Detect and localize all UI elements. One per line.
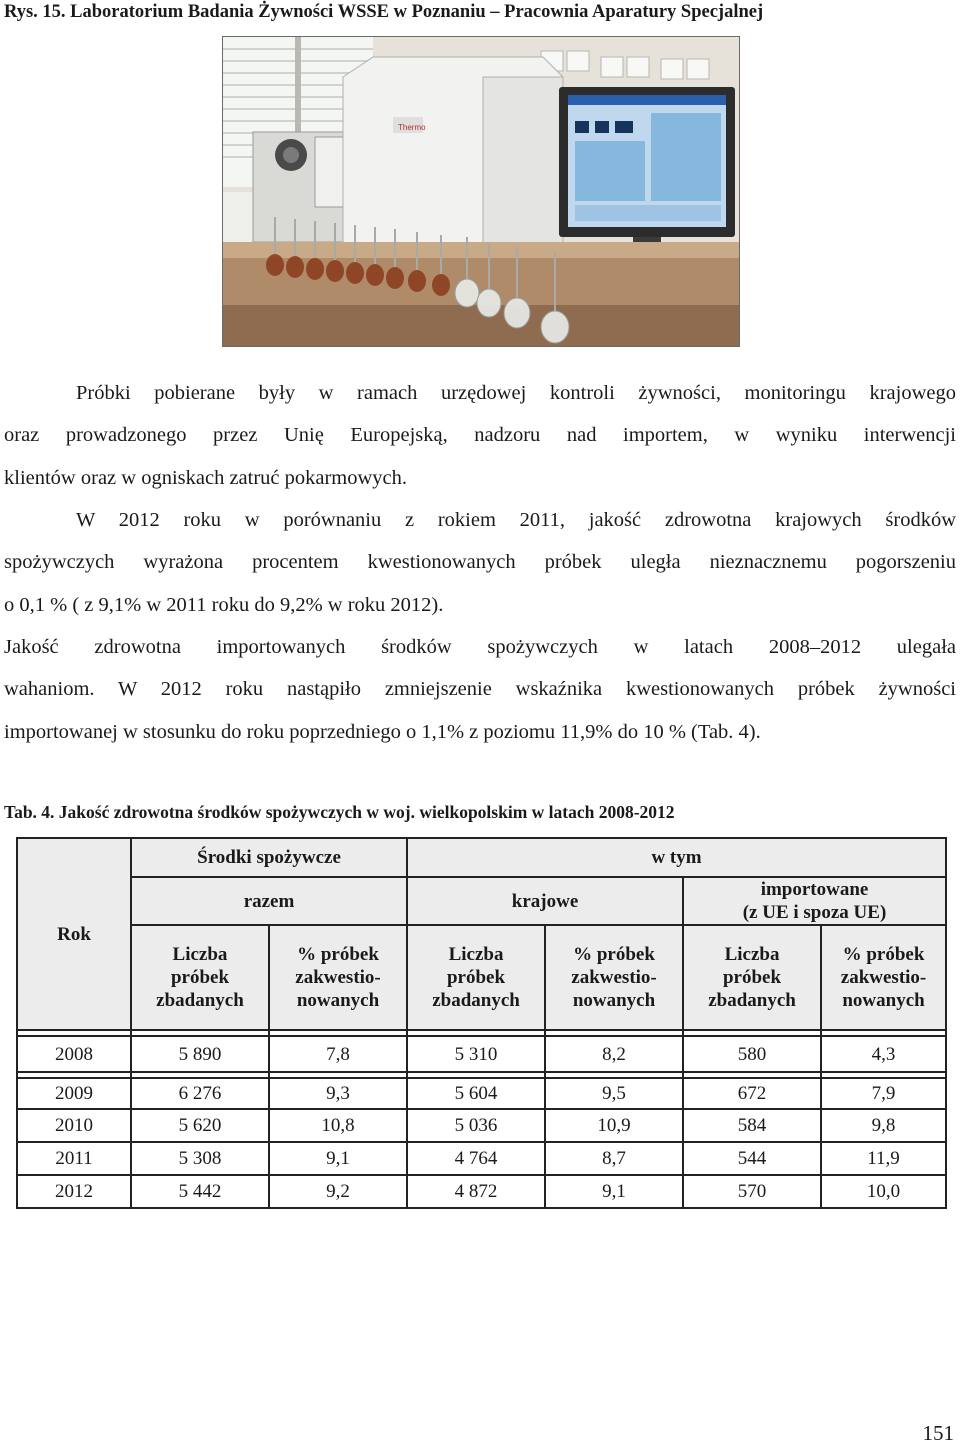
header-importowane <box>683 877 946 925</box>
text-line: W 2012 roku w porównaniu z rokiem 2011, jakość zdrowotna krajowych środków <box>76 509 956 531</box>
header-liczba-importowane: Liczba próbek zbadanych <box>683 925 821 1030</box>
header-liczba-krajowe: Liczba próbek zbadanych <box>407 925 545 1030</box>
cell-krajowe-procent: 8,2 <box>545 1036 683 1072</box>
header-krajowe: krajowe <box>407 877 683 925</box>
header-importowane-line1: importowane <box>760 879 869 900</box>
table-title: Tab. 4. Jakość zdrowotna środków spożywczych w woj. wielkopolskim w latach 2008-2012 <box>4 802 675 822</box>
cell-rok: 2011 <box>17 1142 131 1175</box>
cell-importowane-liczba: 580 <box>683 1036 821 1072</box>
figure-caption: Rys. 15. Laboratorium Badania Żywności WSSE w Poznaniu – Pracownia Aparatury Specjalnej <box>4 2 764 22</box>
cell-importowane-liczba: 544 <box>683 1142 821 1175</box>
cell-razem-procent: 9,3 <box>269 1078 407 1109</box>
cell-krajowe-liczba: 5 310 <box>407 1036 545 1072</box>
cell-rok: 2008 <box>17 1036 131 1072</box>
instrument-brand-label: Thermo <box>398 123 426 132</box>
header-procent-krajowe: % próbek zakwestio- nowanych <box>545 925 683 1030</box>
cell-rok: 2009 <box>17 1078 131 1109</box>
cell-krajowe-liczba: 5 604 <box>407 1078 545 1109</box>
header-razem: razem <box>131 877 407 925</box>
cell-importowane-procent: 11,9 <box>821 1142 946 1175</box>
cell-importowane-liczba: 672 <box>683 1078 821 1109</box>
header-srodki-spozywcze: Środki spożywcze <box>131 838 407 877</box>
text-line: oraz prowadzonego przez Unię Europejską, nadzoru nad importem, w wyniku interwencji <box>4 424 956 447</box>
cell-razem-procent: 7,8 <box>269 1036 407 1072</box>
table-row <box>17 1078 946 1109</box>
quality-table <box>16 837 947 1209</box>
cell-razem-liczba: 5 308 <box>131 1142 269 1175</box>
header-liczba-razem: Liczba próbek zbadanych <box>131 925 269 1030</box>
cell-razem-procent: 10,8 <box>269 1109 407 1142</box>
text-line: o 0,1 % ( z 9,1% w 2011 roku do 9,2% w roku 2012). <box>4 593 444 616</box>
cell-rok: 2012 <box>17 1175 131 1208</box>
cell-krajowe-procent: 9,1 <box>545 1175 683 1208</box>
cell-importowane-procent: 10,0 <box>821 1175 946 1208</box>
cell-razem-liczba: 5 442 <box>131 1175 269 1208</box>
header-w-tym: w tym <box>407 838 946 877</box>
cell-krajowe-liczba: 5 036 <box>407 1109 545 1142</box>
page-number: 151 <box>922 1421 954 1445</box>
text-line: klientów oraz w ogniskach zatruć pokarmowych. <box>4 466 408 489</box>
cell-rok: 2010 <box>17 1109 131 1142</box>
header-rok: Rok <box>17 838 131 1030</box>
lab-photo <box>222 36 740 347</box>
table-row <box>17 1109 946 1142</box>
header-procent-razem: % próbek zakwestio- nowanych <box>269 925 407 1030</box>
cell-krajowe-procent: 10,9 <box>545 1109 683 1142</box>
cell-razem-procent: 9,2 <box>269 1175 407 1208</box>
header-procent-importowane: % próbek zakwestio- nowanych <box>821 925 946 1030</box>
text-line: Próbki pobierane były w ramach urzędowej kontroli żywności, monitoringu krajowego <box>76 382 956 404</box>
cell-razem-liczba: 5 620 <box>131 1109 269 1142</box>
cell-razem-liczba: 6 276 <box>131 1078 269 1109</box>
paragraph-sampling <box>4 372 956 499</box>
cell-razem-procent: 9,1 <box>269 1142 407 1175</box>
cell-krajowe-procent: 9,5 <box>545 1078 683 1109</box>
text-line: spożywczych wyrażona procentem kwestionowanych próbek uległa nieznacznemu pogorszeniu <box>4 551 956 574</box>
paragraph-import-quality <box>4 626 956 753</box>
cell-importowane-procent: 4,3 <box>821 1036 946 1072</box>
header-importowane-line2: (z UE i spoza UE) <box>742 902 887 923</box>
text-line: importowanej w stosunku do roku poprzedniego o 1,1% z poziomu 11,9% do 10 % (Tab. 4). <box>4 720 761 743</box>
table-row <box>17 1142 946 1175</box>
cell-krajowe-procent: 8,7 <box>545 1142 683 1175</box>
cell-importowane-liczba: 584 <box>683 1109 821 1142</box>
cell-krajowe-liczba: 4 872 <box>407 1175 545 1208</box>
paragraph-domestic-quality <box>4 499 956 626</box>
table-row <box>17 1036 946 1072</box>
cell-importowane-procent: 9,8 <box>821 1109 946 1142</box>
cell-krajowe-liczba: 4 764 <box>407 1142 545 1175</box>
text-line: Jakość zdrowotna importowanych środków spożywczych w latach 2008–2012 ulegała <box>4 636 956 658</box>
cell-razem-liczba: 5 890 <box>131 1036 269 1072</box>
text-line: wahaniom. W 2012 roku nastąpiło zmniejszenie wskaźnika kwestionowanych próbek żywności <box>4 678 956 701</box>
table-row <box>17 1175 946 1208</box>
cell-importowane-liczba: 570 <box>683 1175 821 1208</box>
cell-importowane-procent: 7,9 <box>821 1078 946 1109</box>
